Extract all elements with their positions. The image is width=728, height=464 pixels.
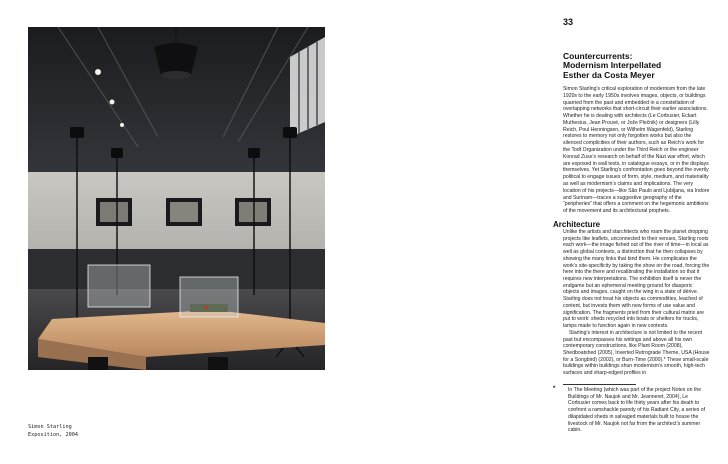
body-paragraph-2: Starling’s interest in architecture is not limited to the recent past but encompasses his writings and above all his own contemporary constructions, like Plant Room (2008), Shedboatshed (2005), Inverted Retrograde Theme, USA (House for a Songbird) (2002), or Burn-Time (2000).* These small-scale buildings within buildings shun modernism’s smooth, high-tech surfaces and sharp-edged profiles in (563, 329, 710, 377)
framed-photo-left (96, 198, 132, 226)
section-body (563, 229, 710, 377)
title-author: Esther da Costa Meyer (563, 69, 655, 80)
caption-artist: Simon Starling (28, 424, 72, 430)
footnote-divider (563, 384, 636, 385)
page-number: 33 (563, 17, 574, 27)
framed-photo-center (166, 198, 202, 226)
title-line-1: Countercurrents: (563, 51, 633, 61)
installation-photo (28, 27, 325, 370)
installation-photo-illustration (28, 27, 325, 370)
acrylic-vitrine-left (88, 265, 150, 307)
title-line-2: Modernism Interpellated (563, 60, 662, 71)
essay-title (563, 52, 713, 80)
body-paragraph-1: Unlike the artists and starchitects who roam the planet dropping projects like leaflets, unconnected to their venues, Starling roots each work—the image fished out of the river of time—in local as well as global contexts, a distinction that he then collapses by showing the many links that bind them. He complicates the work’s site-specificity by taking the show on the road, forcing the here into the there and recalibrating the installation so that it requires new interpretations. The exhibition itself is never the endgame but an ephemeral meeting ground for diasporic objects and images, caught on the wing in a state of dérive. Starling does not treat his objects as commodities, leached of content, but invests them with new forms of use value and signification. The fragments pried from their cultural matrix are put to work: sheds recycled into boats or shelters for trucks, lamps made to function again in new contexts. (563, 229, 710, 330)
caption-work: Exposition, 2004 (28, 432, 78, 438)
photo-caption (28, 423, 78, 439)
section-heading: Architecture (553, 220, 601, 229)
intro-paragraph: Simon Starling’s critical exploration of modernism from the late 1920s to the early 1950s involves images, objects, or buildings quarried from the past and embedded in a constellation of overlapping networks that short-circuit their earlier associations. Whether he is dealing with architects (Le Corbusier, Eckart Muthesius, Jean Prouvé, or Jože Plečnik) or designers (Lilly Reich, Poul Henningsen, or Wilhelm Wagenfeld), Starling restores to memory not only forgotten works but also the silenced complicities of their authors, such as Reich’s work for the Todt Organization under the Third Reich or the engineer Konrad Zuse’s research on behalf of the Nazi war effort, which are exposed in wall texts, in catalogue essays, or in the displays themselves. Yet Starling’s confrontation goes beyond the overtly political to engage issues of form, style, medium, and materiality as well as modernism’s claims and implications. The very location of his projects—like São Paulo and Ljubljana, via Indore and Surinam—traces a suggestive geography of the “peripheries” that offers a comment on the hegemonic ambitions of the movement and its architectural prophets. (563, 86, 710, 215)
framed-photo-right (235, 198, 271, 226)
footnote-marker: * (553, 386, 556, 392)
footnote-text: In The Meeting (which was part of the project Notes on the Buildings of Mr. Naujok and Mr. Jeanneret, 2004), Le Corbusier comes back to life thirty years after his death to confront a ramshackle parody of his Radiant City, a series of dilapidated sheds in salvaged materials built to house the livestock of Mr. Naujok not far from the architect’s summer cabin. (568, 387, 706, 434)
